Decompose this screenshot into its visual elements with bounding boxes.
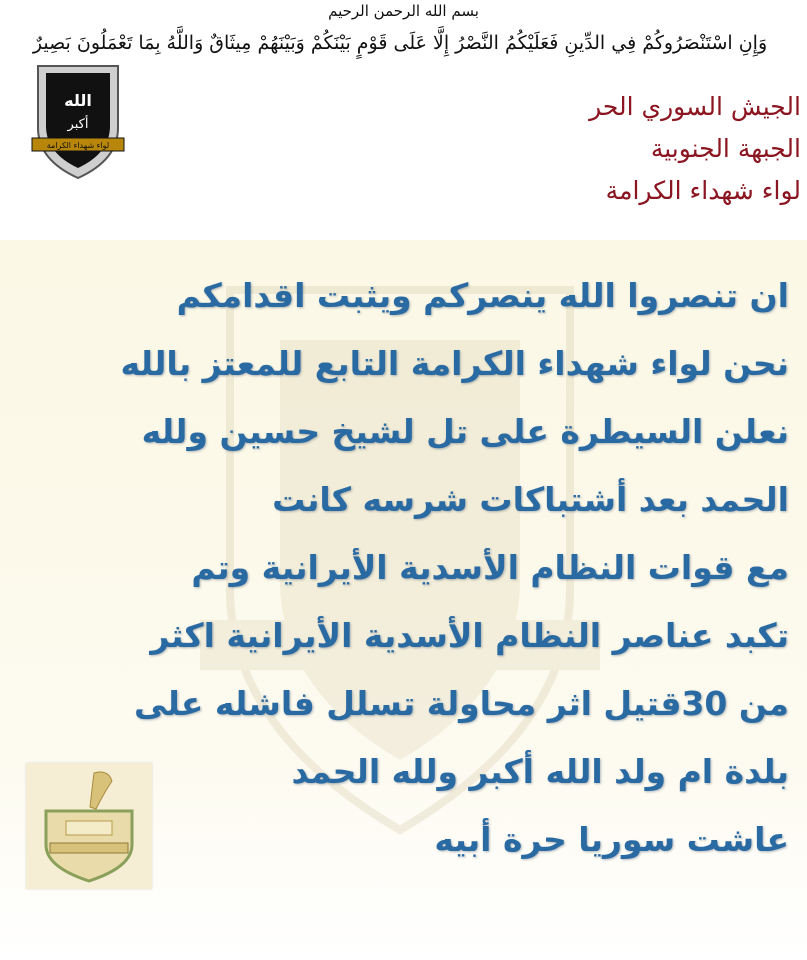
statement-line: تكبد عناصر النظام الأسدية الأيرانية اكثر (150, 616, 789, 655)
basmala: بسم الله الرحمن الرحيم (328, 2, 479, 20)
statement-panel (0, 240, 807, 960)
emblem-text-bottom: أكبر (67, 117, 89, 132)
statement-line: نحن لواء شهداء الكرامة التابع للمعتز بالله (120, 344, 789, 383)
statement-line: الحمد بعد أشتباكات شرسه كانت (272, 480, 789, 519)
brigade-badge (26, 763, 152, 889)
brigade-emblem (28, 58, 128, 183)
statement-line: ان تنصروا الله ينصركم ويثبت اقدامكم (176, 276, 789, 315)
badge-emblem-icon (26, 763, 152, 889)
statement-line: بلدة ام ولد الله أكبر ولله الحمد (291, 752, 789, 791)
statement-line: مع قوات النظام الأسدية الأيرانية وتم (191, 548, 789, 587)
org-line-brigade: لواء شهداء الكرامة (605, 176, 801, 205)
quran-verse: وَإِنِ اسْتَنْصَرُوكُمْ فِي الدِّينِ فَعَلَيْكُمُ النَّصْرُ إِلَّا عَلَى قَوْمٍ بَيْنَكُمْ وَبَيْنَهُمْ مِيثَاقٌ وَاللَّهُ بِمَا تَعْمَلُونَ بَصِيرٌ (32, 32, 768, 54)
statement-line: من 30قتيل اثر محاولة تسلل فاشله على (134, 684, 789, 723)
header (0, 0, 807, 240)
org-line-front: الجبهة الجنوبية (650, 134, 801, 163)
statement-line: عاشت سوريا حرة أبيه (434, 820, 789, 859)
org-line-army: الجيش السوري الحر (589, 92, 801, 121)
statement-line: نعلن السيطرة على تل لشيخ حسين ولله (141, 412, 789, 451)
emblem-banner: لواء شهداء الكرامة (46, 141, 110, 150)
organization-titles (589, 86, 801, 212)
emblem-text-top: الله (64, 91, 92, 110)
